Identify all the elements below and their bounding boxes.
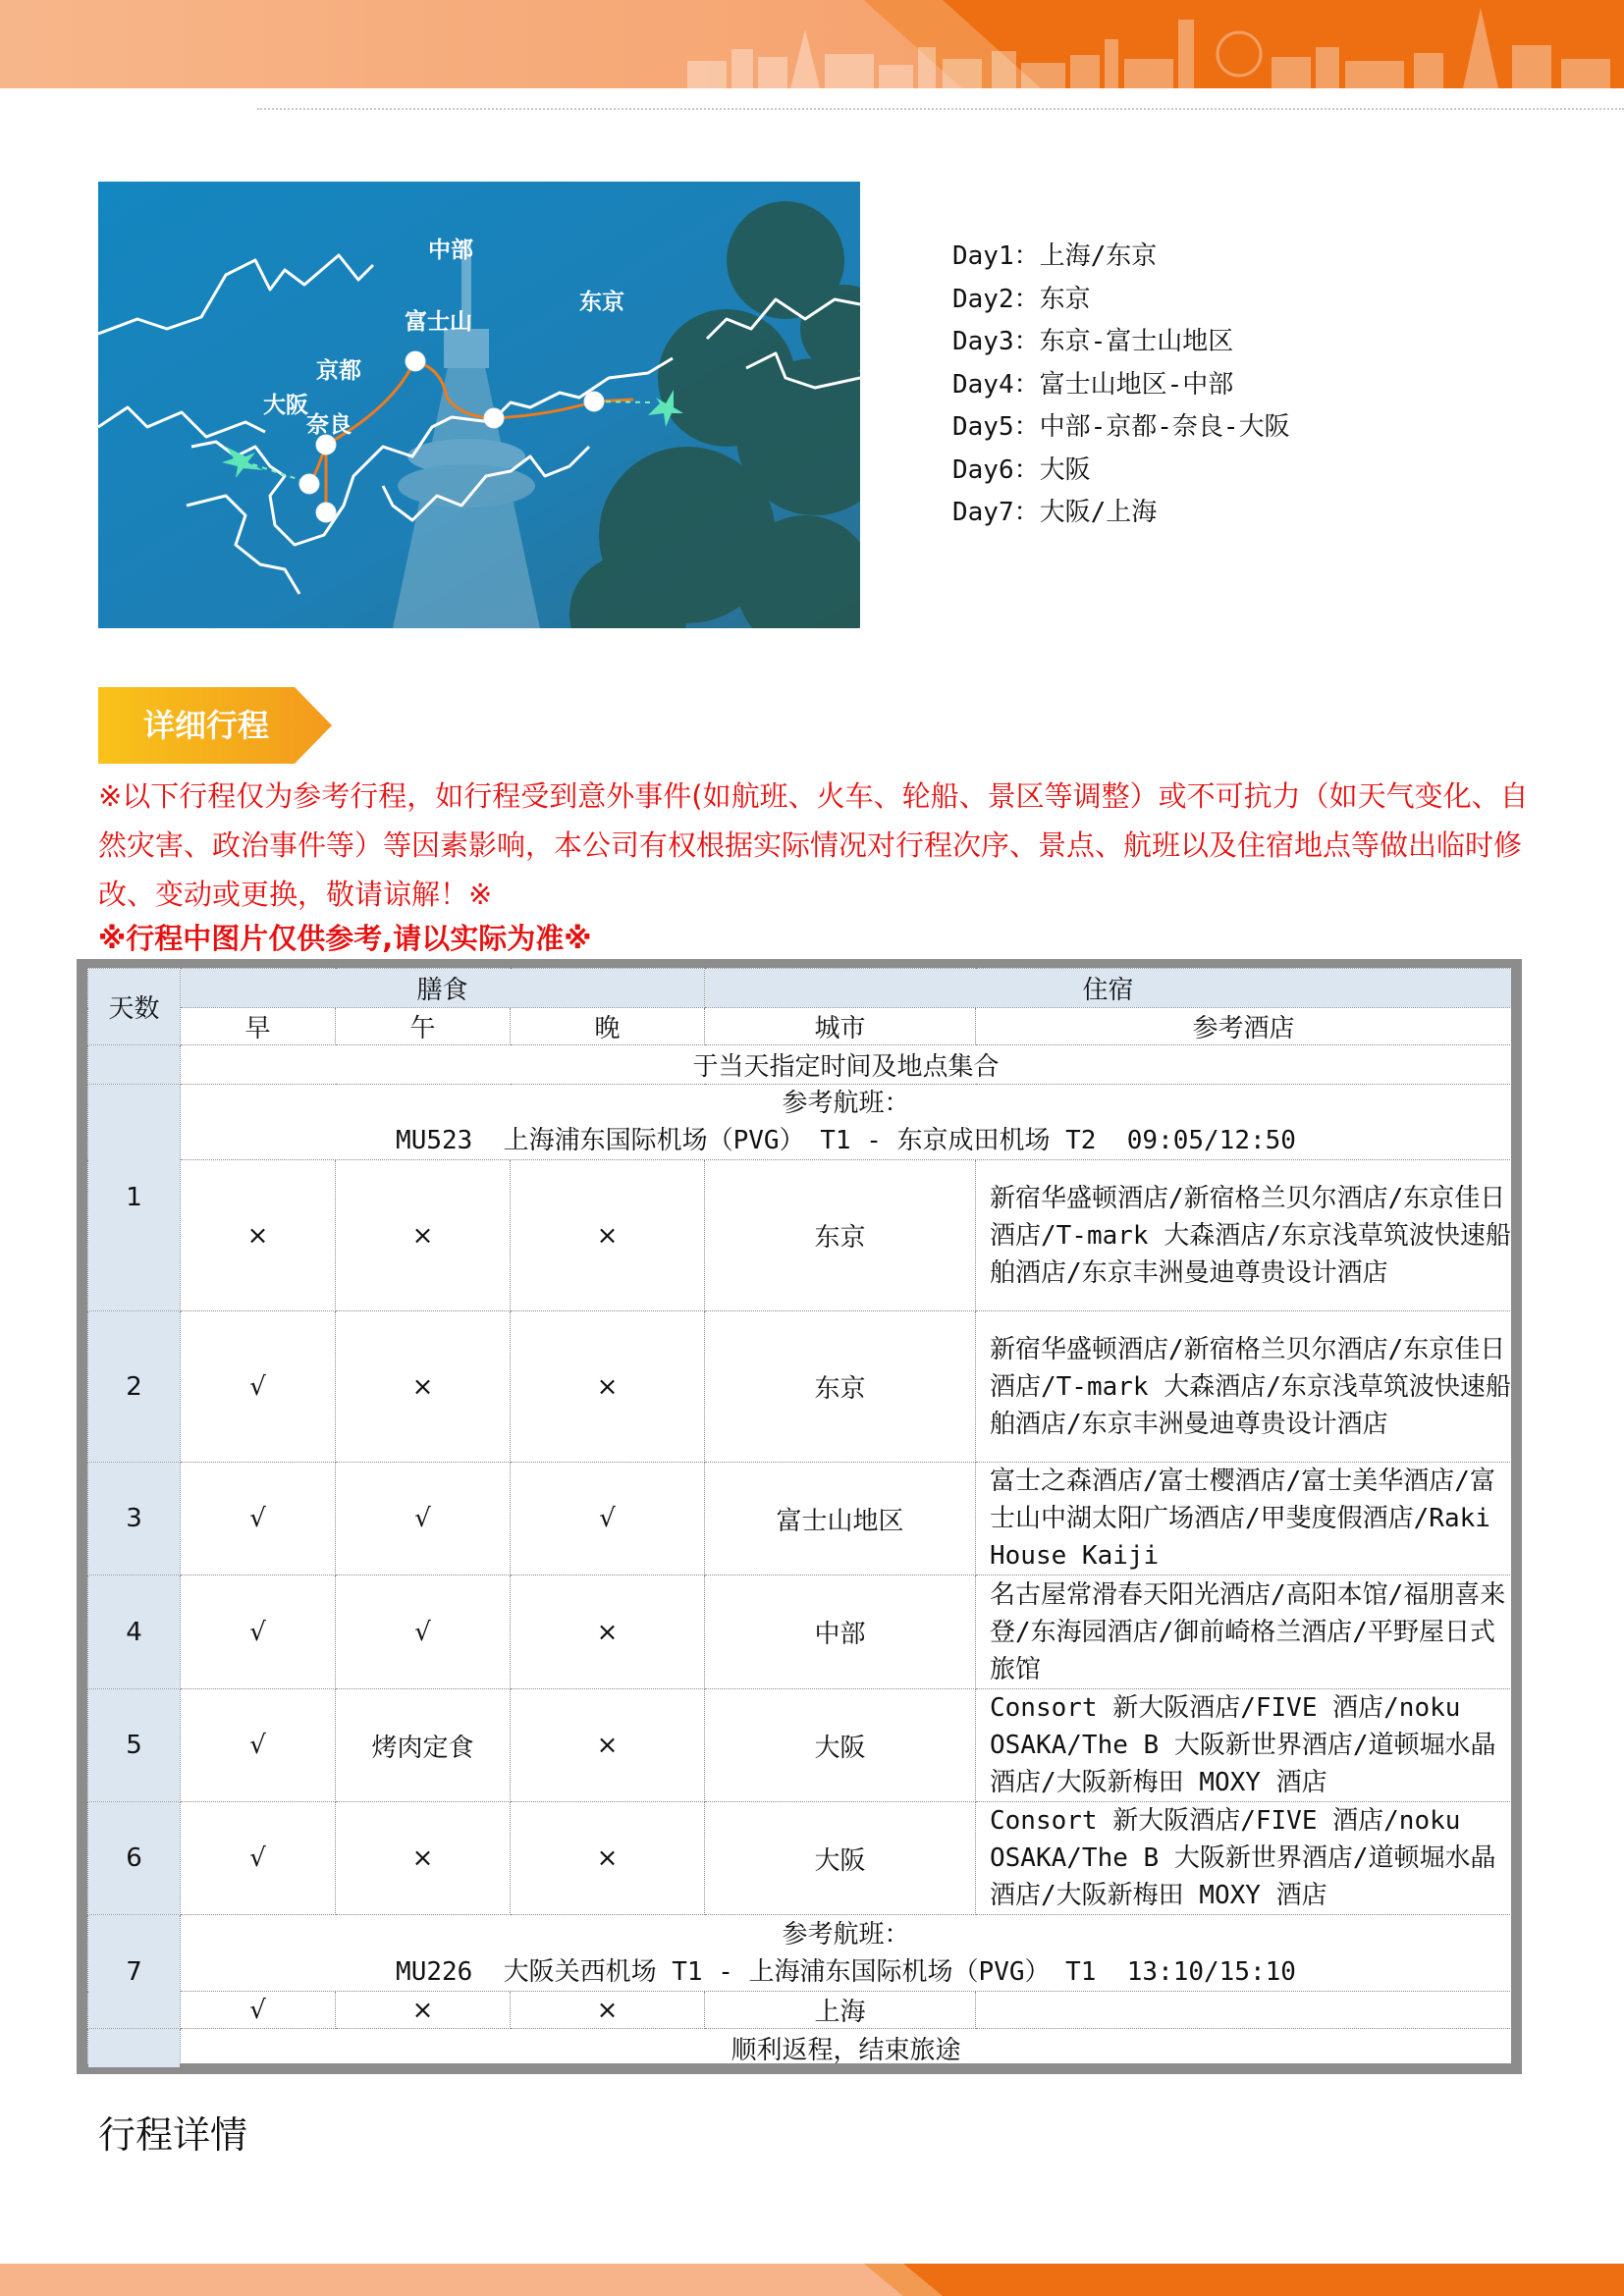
day-item: Day3：东京-富士山地区: [952, 327, 1234, 356]
itinerary-details-heading: 行程详情: [98, 2113, 248, 2157]
day-item: Day6：大阪: [952, 454, 1091, 485]
header-meals: 膳食: [181, 969, 705, 1008]
hotel-cell: Consort 新大阪酒店/FIVE 酒店/noku OSAKA/The B 大阪新世界酒店/道顿堀水晶酒店/大阪新梅田 MOXY 酒店: [976, 1802, 1512, 1915]
header-divider: [257, 108, 1624, 110]
dinner-cell: √: [511, 1463, 705, 1575]
header-dinner: 晚: [511, 1008, 705, 1045]
day-item: Day7：大阪/上海: [952, 498, 1158, 527]
lunch-cell: √: [336, 1575, 511, 1689]
header-day: 天数: [88, 969, 181, 1045]
header-breakfast: 早: [181, 1008, 336, 1045]
section-title: 详细行程: [142, 707, 269, 744]
city-cell: 大阪: [705, 1802, 976, 1915]
dinner-cell: ×: [511, 1160, 705, 1311]
lunch-cell: ×: [336, 1802, 511, 1915]
city-cell: 东京: [705, 1311, 976, 1463]
day-item: Day2：东京: [952, 284, 1091, 314]
dinner-cell: ×: [511, 1689, 705, 1802]
breakfast-cell: ×: [181, 1160, 336, 1311]
route-map-image: [98, 182, 860, 628]
day-number: 2: [88, 1311, 181, 1463]
day-number: 6: [88, 1802, 181, 1915]
flight-label: 参考航班：: [782, 1089, 910, 1118]
lunch-cell: √: [336, 1463, 511, 1575]
breakfast-cell: √: [181, 1992, 336, 2029]
header-lodging: 住宿: [705, 969, 1512, 1008]
day-item: Day4：富士山地区-中部: [952, 369, 1234, 400]
map-label-osaka: 大阪: [263, 393, 308, 418]
breakfast-cell: √: [181, 1802, 336, 1915]
flight-info: MU523 上海浦东国际机场（PVG） T1 - 东京成田机场 T2 09:05/12:50: [396, 1126, 1296, 1155]
flight-row: [181, 1915, 1512, 1992]
header-banner: [0, 0, 1624, 88]
hotel-cell: 新宿华盛顿酒店/新宿格兰贝尔酒店/东京佳日酒店/T-mark 大森酒店/东京浅草筑波快速船舶酒店/东京丰洲曼迪尊贵设计酒店: [976, 1160, 1512, 1311]
day-overview-list: [952, 236, 1290, 535]
header-city: 城市: [705, 1008, 976, 1045]
city-cell: 上海: [705, 1992, 976, 2029]
itinerary-table: [87, 968, 1512, 2068]
dinner-cell: ×: [511, 1575, 705, 1689]
header-lunch: 午: [336, 1008, 511, 1045]
map-label-tokyo: 东京: [579, 290, 624, 315]
breakfast-cell: √: [181, 1575, 336, 1689]
dinner-cell: ×: [511, 1802, 705, 1915]
hotel-cell: 新宿华盛顿酒店/新宿格兰贝尔酒店/东京佳日酒店/T-mark 大森酒店/东京浅草筑波快速船舶酒店/东京丰洲曼迪尊贵设计酒店: [976, 1311, 1512, 1463]
city-cell: 中部: [705, 1575, 976, 1689]
flight-info: MU226 大阪关西机场 T1 - 上海浦东国际机场（PVG） T1 13:10/15:10: [396, 1956, 1296, 1987]
day-item: Day1：上海/东京: [952, 241, 1158, 271]
day-number: 5: [88, 1689, 181, 1802]
city-cell: 富士山地区: [705, 1463, 976, 1575]
breakfast-cell: √: [181, 1311, 336, 1463]
day-item: Day5：中部-京都-奈良-大阪: [952, 412, 1290, 442]
day-number: 1: [88, 1085, 181, 1311]
city-cell: 东京: [705, 1160, 976, 1311]
map-label-kyoto: 京都: [316, 358, 361, 384]
map-label-fuji: 富士山: [405, 309, 472, 335]
breakfast-cell: √: [181, 1463, 336, 1575]
dinner-cell: ×: [511, 1992, 705, 2029]
lunch-cell: ×: [336, 1160, 511, 1311]
disclaimer-notice: ※以下行程仅为参考行程，如行程受到意外事件(如航班、火车、轮船、景区等调整）或不可抗力（如天气变化、自然灾害、政治事件等）等因素影响，本公司有权根据实际情况对行程次序、景点、航班以及住宿地点等做出临时修改、变动或更换，敬请谅解！※: [98, 779, 1529, 911]
hotel-cell: 名古屋常滑春天阳光酒店/高阳本馆/福朋喜来登/东海园酒店/御前崎格兰酒店/平野屋日式旅馆: [976, 1575, 1512, 1689]
breakfast-cell: √: [181, 1689, 336, 1802]
day-number: 4: [88, 1575, 181, 1689]
city-cell: 大阪: [705, 1689, 976, 1802]
dinner-cell: ×: [511, 1311, 705, 1463]
lunch-cell: 烤肉定食: [336, 1689, 511, 1802]
map-label-nara: 奈良: [306, 412, 352, 438]
header-hotel: 参考酒店: [976, 1008, 1512, 1045]
flight-row: [181, 1085, 1512, 1160]
meet-row: 于当天指定时间及地点集合: [181, 1045, 1512, 1085]
day-number: 3: [88, 1463, 181, 1575]
day-number: 7: [88, 1915, 181, 2029]
lunch-cell: ×: [336, 1311, 511, 1463]
end-row: 顺利返程，结束旅途: [181, 2029, 1512, 2068]
hotel-cell: 富士之森酒店/富士樱酒店/富士美华酒店/富士山中湖太阳广场酒店/甲斐度假酒店/Raki House Kaiji: [976, 1463, 1512, 1575]
photo-disclaimer: ※行程中图片仅供参考,请以实际为准※: [98, 922, 592, 955]
footer-banner: [0, 2264, 1624, 2296]
flight-label: 参考航班：: [782, 1919, 910, 1949]
hotel-cell: Consort 新大阪酒店/FIVE 酒店/noku OSAKA/The B 大阪新世界酒店/道顿堀水晶酒店/大阪新梅田 MOXY 酒店: [976, 1689, 1512, 1802]
map-label-chubu: 中部: [428, 238, 473, 263]
lunch-cell: ×: [336, 1992, 511, 2029]
